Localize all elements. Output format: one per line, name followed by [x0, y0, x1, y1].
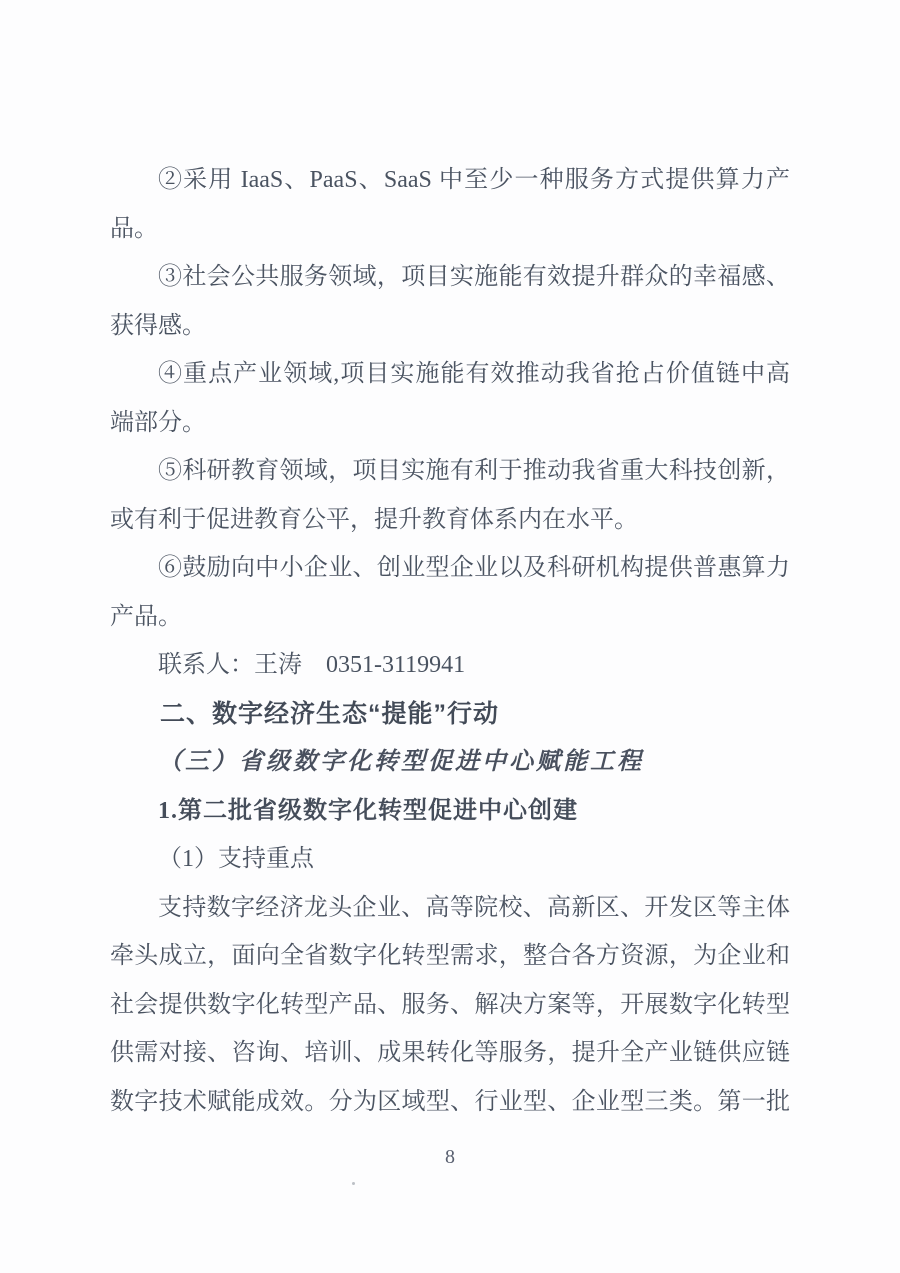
paragraph-line: 获得感。: [110, 312, 206, 339]
paragraph-line: ②采用 IaaS、PaaS、SaaS 中至少一种服务方式提供算力产: [158, 167, 790, 193]
contact-line: 联系人：王涛 0351-3119941: [158, 652, 466, 678]
paragraph-line: ⑤科研教育领域，项目实施有利于推动我省重大科技创新，: [158, 458, 790, 484]
paragraph-line: ⑥鼓励向中小企业、创业型企业以及科研机构提供普惠算力: [158, 555, 790, 581]
sub-item-heading: （1）支持重点: [158, 846, 314, 872]
paragraph-line: 或有利于促进教育公平，提升教育体系内在水平。: [110, 506, 638, 533]
paragraph-line: 数字技术赋能成效。分为区域型、行业型、企业型三类。第一批: [110, 1088, 790, 1115]
paragraph-line: 供需对接、咨询、培训、成果转化等服务，提升全产业链供应链: [110, 1040, 790, 1066]
scan-artifact-dot: [352, 1182, 355, 1185]
paragraph-line: 品。: [110, 215, 158, 242]
paragraph-line: 支持数字经济龙头企业、高等院校、高新区、开发区等主体: [158, 894, 790, 921]
paragraph-line: ④重点产业领域,项目实施能有效推动我省抢占价值链中高: [158, 361, 790, 387]
paragraph-line: ③社会公共服务领域，项目实施能有效提升群众的幸福感、: [158, 264, 790, 290]
page-number: 8: [445, 1146, 455, 1168]
section-heading: 二、数字经济生态“提能”行动: [160, 699, 500, 728]
page-body-text: [110, 156, 790, 1126]
subsection-heading: （三）省级数字化转型促进中心赋能工程: [158, 749, 644, 775]
paragraph-line: 产品。: [110, 603, 182, 630]
paragraph-line: 牵头成立，面向全省数字化转型需求，整合各方资源，为企业和: [110, 943, 790, 969]
paragraph-line: 社会提供数字化转型产品、服务、解决方案等，开展数字化转型: [110, 991, 790, 1018]
numbered-heading: 1.第二批省级数字化转型促进中心创建: [158, 797, 578, 824]
paragraph-line: 端部分。: [110, 409, 206, 436]
